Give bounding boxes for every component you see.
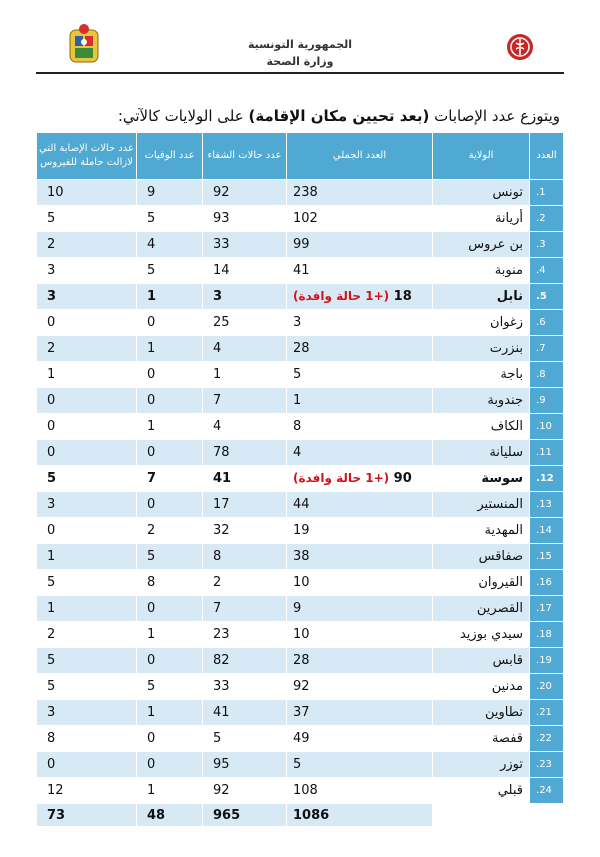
row-number: 13. xyxy=(530,492,564,518)
death-count: 0 xyxy=(137,596,203,622)
recovered-count: 4 xyxy=(203,336,287,362)
row-number: 6. xyxy=(530,310,564,336)
total-cases-cell xyxy=(287,180,433,206)
death-count: 0 xyxy=(137,726,203,752)
active-count: 0 xyxy=(37,440,137,466)
row-number: 7. xyxy=(530,336,564,362)
total-cases: 9 xyxy=(293,601,302,616)
active-count: 3 xyxy=(37,700,137,726)
death-count: 5 xyxy=(137,258,203,284)
row-number: 5. xyxy=(530,284,564,310)
row-number: 4. xyxy=(530,258,564,284)
death-count: 0 xyxy=(137,362,203,388)
row-number: 10. xyxy=(530,414,564,440)
recovered-count: 5 xyxy=(203,726,287,752)
death-count: 8 xyxy=(137,570,203,596)
row-number: 2. xyxy=(530,206,564,232)
death-count: 5 xyxy=(137,544,203,570)
active-count: 2 xyxy=(37,232,137,258)
governorate-name: منوبة xyxy=(433,258,530,284)
death-count: 0 xyxy=(137,440,203,466)
header-deaths: عدد الوفيات xyxy=(137,133,203,180)
table-row xyxy=(37,466,564,492)
row-number: 14. xyxy=(530,518,564,544)
total-cases: 28 xyxy=(293,653,310,668)
total-cases: 102 xyxy=(293,211,318,226)
grand-total-active: 73 xyxy=(37,804,137,827)
total-cases: 38 xyxy=(293,549,310,564)
death-count: 0 xyxy=(137,752,203,778)
governorate-name: بنزرت xyxy=(433,336,530,362)
row-number: 12. xyxy=(530,466,564,492)
row-number: 11. xyxy=(530,440,564,466)
recovered-count: 41 xyxy=(203,466,287,492)
governorate-name: باجة xyxy=(433,362,530,388)
governorate-name: أريانة xyxy=(433,206,530,232)
governorate-name: نابل xyxy=(433,284,530,310)
table-row xyxy=(37,440,564,466)
active-count: 0 xyxy=(37,414,137,440)
header-number: العدد xyxy=(530,133,564,180)
total-cases-cell xyxy=(287,362,433,388)
total-cases: 19 xyxy=(293,523,310,538)
total-cases: 49 xyxy=(293,731,310,746)
table-row xyxy=(37,362,564,388)
total-cases-cell xyxy=(287,284,433,310)
table-row xyxy=(37,596,564,622)
total-cases-cell xyxy=(287,414,433,440)
table-row xyxy=(37,232,564,258)
governorate-name: تطاوين xyxy=(433,700,530,726)
governorate-name: سليانة xyxy=(433,440,530,466)
active-count: 0 xyxy=(37,518,137,544)
recovered-count: 8 xyxy=(203,544,287,570)
active-count: 5 xyxy=(37,674,137,700)
row-number: 15. xyxy=(530,544,564,570)
intro-bold: (بعد تحيين مكان الإقامة) xyxy=(248,107,430,125)
header-republic: الجمهورية التونسية xyxy=(247,38,353,51)
death-count: 4 xyxy=(137,232,203,258)
death-count: 0 xyxy=(137,388,203,414)
total-cases: 8 xyxy=(293,419,302,434)
total-cases: 238 xyxy=(293,185,318,200)
table-row xyxy=(37,726,564,752)
row-number: 21. xyxy=(530,700,564,726)
header-ministry: وزارة الصحة xyxy=(266,55,334,68)
recovered-count: 14 xyxy=(203,258,287,284)
row-number: 3. xyxy=(530,232,564,258)
recovered-count: 41 xyxy=(203,700,287,726)
table-body xyxy=(37,180,564,827)
active-count: 2 xyxy=(37,336,137,362)
recovered-count: 23 xyxy=(203,622,287,648)
active-count: 1 xyxy=(37,362,137,388)
table-row xyxy=(37,206,564,232)
recovered-count: 95 xyxy=(203,752,287,778)
header-divider xyxy=(36,72,564,74)
active-count: 0 xyxy=(37,752,137,778)
governorate-name: مدنين xyxy=(433,674,530,700)
recovered-count: 33 xyxy=(203,674,287,700)
death-count: 1 xyxy=(137,778,203,804)
recovered-count: 92 xyxy=(203,180,287,206)
tunisia-emblem-icon xyxy=(66,22,102,66)
active-count: 10 xyxy=(37,180,137,206)
intro-part1: ويتوزع عدد الإصابات xyxy=(429,107,560,125)
table-row xyxy=(37,648,564,674)
table-row xyxy=(37,674,564,700)
total-cases: 10 xyxy=(293,575,310,590)
total-cases: 41 xyxy=(293,263,310,278)
active-count: 3 xyxy=(37,492,137,518)
intro-part2: على الولايات كالآتي: xyxy=(117,107,249,125)
governorate-name: القصرين xyxy=(433,596,530,622)
total-cases: 18 xyxy=(393,289,412,304)
health-logo-icon xyxy=(505,32,535,62)
recovered-count: 92 xyxy=(203,778,287,804)
death-count: 0 xyxy=(137,310,203,336)
row-number: 1. xyxy=(530,180,564,206)
governorate-name: سوسة xyxy=(433,466,530,492)
governorate-name: سيدي بوزيد xyxy=(433,622,530,648)
death-count: 1 xyxy=(137,284,203,310)
governorate-name: تونس xyxy=(433,180,530,206)
death-count: 2 xyxy=(137,518,203,544)
governorate-name: الكاف xyxy=(433,414,530,440)
active-count: 5 xyxy=(37,570,137,596)
total-cases-cell xyxy=(287,258,433,284)
table-row xyxy=(37,622,564,648)
death-count: 0 xyxy=(137,492,203,518)
total-cases: 5 xyxy=(293,757,302,772)
total-cases-cell xyxy=(287,752,433,778)
total-cases-cell xyxy=(287,440,433,466)
recovered-count: 33 xyxy=(203,232,287,258)
death-count: 1 xyxy=(137,622,203,648)
total-cases: 44 xyxy=(293,497,310,512)
governorate-name: المنستير xyxy=(433,492,530,518)
total-cases: 4 xyxy=(293,445,302,460)
total-cases: 92 xyxy=(293,679,310,694)
row-number: 17. xyxy=(530,596,564,622)
total-cases: 99 xyxy=(293,237,310,252)
recovered-count: 32 xyxy=(203,518,287,544)
incoming-case-note: (+1 حالة وافدة) xyxy=(293,471,390,485)
row-number: 18. xyxy=(530,622,564,648)
governorate-name: بن عروس xyxy=(433,232,530,258)
total-cases: 3 xyxy=(293,315,302,330)
active-count: 5 xyxy=(37,648,137,674)
total-cases-cell xyxy=(287,232,433,258)
governorate-name: توزر xyxy=(433,752,530,778)
row-number: 19. xyxy=(530,648,564,674)
active-count: 3 xyxy=(37,258,137,284)
death-count: 5 xyxy=(137,206,203,232)
total-cases-cell xyxy=(287,778,433,804)
active-count: 5 xyxy=(37,466,137,492)
table-row xyxy=(37,284,564,310)
death-count: 7 xyxy=(137,466,203,492)
death-count: 0 xyxy=(137,648,203,674)
totals-row xyxy=(37,804,564,827)
total-cases: 10 xyxy=(293,627,310,642)
incoming-case-note: (+1 حالة وافدة) xyxy=(293,289,390,303)
active-count: 1 xyxy=(37,544,137,570)
governorate-name: قبلي xyxy=(433,778,530,804)
total-cases-cell xyxy=(287,726,433,752)
table-row xyxy=(37,492,564,518)
death-count: 1 xyxy=(137,414,203,440)
total-cases-cell xyxy=(287,492,433,518)
table-row xyxy=(37,778,564,804)
total-cases: 90 xyxy=(393,471,412,486)
total-cases: 5 xyxy=(293,367,302,382)
recovered-count: 1 xyxy=(203,362,287,388)
table-row xyxy=(37,518,564,544)
death-count: 1 xyxy=(137,336,203,362)
total-cases-cell xyxy=(287,544,433,570)
row-number: 16. xyxy=(530,570,564,596)
active-count: 0 xyxy=(37,310,137,336)
recovered-count: 4 xyxy=(203,414,287,440)
table-row xyxy=(37,544,564,570)
row-number: 9. xyxy=(530,388,564,414)
table-row xyxy=(37,414,564,440)
row-number: 8. xyxy=(530,362,564,388)
intro-sentence xyxy=(40,107,560,125)
total-cases-cell xyxy=(287,518,433,544)
table-header-row xyxy=(37,133,564,180)
recovered-count: 2 xyxy=(203,570,287,596)
grand-total-cases: 1086 xyxy=(287,804,433,827)
table-row xyxy=(37,180,564,206)
header-governorate: الولاية xyxy=(433,133,530,180)
total-cases-cell xyxy=(287,310,433,336)
active-count: 12 xyxy=(37,778,137,804)
governorate-name: القيروان xyxy=(433,570,530,596)
row-number: 24. xyxy=(530,778,564,804)
cases-table xyxy=(36,132,564,827)
total-cases-cell xyxy=(287,206,433,232)
recovered-count: 25 xyxy=(203,310,287,336)
governorate-name: قفصة xyxy=(433,726,530,752)
total-cases-cell xyxy=(287,336,433,362)
total-cases: 28 xyxy=(293,341,310,356)
row-number: 23. xyxy=(530,752,564,778)
active-count: 2 xyxy=(37,622,137,648)
recovered-count: 7 xyxy=(203,596,287,622)
document-header xyxy=(0,0,600,75)
active-count: 3 xyxy=(37,284,137,310)
table-row xyxy=(37,700,564,726)
header-recovered: عدد حالات الشفاء xyxy=(203,133,287,180)
table-row xyxy=(37,388,564,414)
recovered-count: 93 xyxy=(203,206,287,232)
totals-blank xyxy=(433,804,530,827)
total-cases-cell xyxy=(287,674,433,700)
total-cases: 108 xyxy=(293,783,318,798)
totals-blank xyxy=(530,804,564,827)
total-cases-cell xyxy=(287,466,433,492)
total-cases-cell xyxy=(287,648,433,674)
header-active: عدد حالات الإصابة التي لازالت حاملة للفيروس xyxy=(37,133,137,180)
grand-total-recovered: 965 xyxy=(203,804,287,827)
death-count: 5 xyxy=(137,674,203,700)
recovered-count: 7 xyxy=(203,388,287,414)
active-count: 1 xyxy=(37,596,137,622)
recovered-count: 3 xyxy=(203,284,287,310)
recovered-count: 82 xyxy=(203,648,287,674)
header-total: العدد الجملي xyxy=(287,133,433,180)
total-cases-cell xyxy=(287,700,433,726)
grand-total-deaths: 48 xyxy=(137,804,203,827)
table-row xyxy=(37,752,564,778)
total-cases-cell xyxy=(287,596,433,622)
total-cases-cell xyxy=(287,388,433,414)
total-cases-cell xyxy=(287,622,433,648)
total-cases: 37 xyxy=(293,705,310,720)
table-row xyxy=(37,310,564,336)
governorate-name: صفاقس xyxy=(433,544,530,570)
total-cases-cell xyxy=(287,570,433,596)
active-count: 0 xyxy=(37,388,137,414)
death-count: 1 xyxy=(137,700,203,726)
governorate-name: زغوان xyxy=(433,310,530,336)
governorate-name: قابس xyxy=(433,648,530,674)
governorate-name: المهدية xyxy=(433,518,530,544)
table-row xyxy=(37,570,564,596)
recovered-count: 17 xyxy=(203,492,287,518)
table-row xyxy=(37,258,564,284)
total-cases: 1 xyxy=(293,393,302,408)
row-number: 22. xyxy=(530,726,564,752)
active-count: 8 xyxy=(37,726,137,752)
table-row xyxy=(37,336,564,362)
recovered-count: 78 xyxy=(203,440,287,466)
row-number: 20. xyxy=(530,674,564,700)
active-count: 5 xyxy=(37,206,137,232)
death-count: 9 xyxy=(137,180,203,206)
governorate-name: جندوبة xyxy=(433,388,530,414)
